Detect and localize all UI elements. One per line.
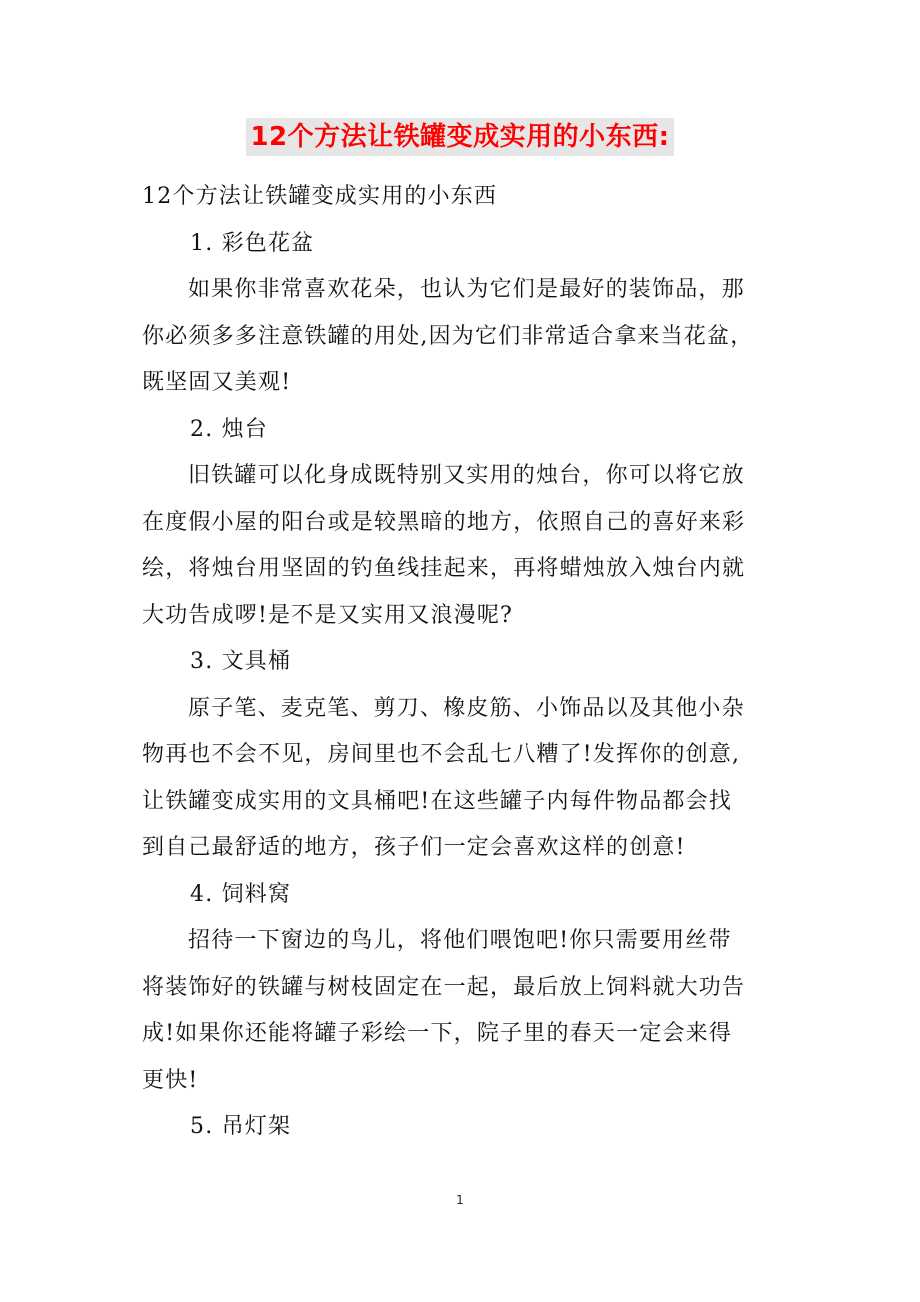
paragraph-line: 既坚固又美观! xyxy=(142,370,292,395)
document-body xyxy=(142,174,782,1151)
document-title: 12个方法让铁罐变成实用的小东西: xyxy=(246,118,673,156)
subtitle: 12个方法让铁罐变成实用的小东西 xyxy=(142,184,498,209)
paragraph-line: 将装饰好的铁罐与树枝固定在一起，最后放上饲料就大功告 xyxy=(142,974,746,1000)
paragraph-line: 原子笔、麦克笔、剪刀、橡皮筋、小饰品以及其他小杂 xyxy=(188,695,745,721)
paragraph-line: 大功告成啰!是不是又实用又浪漫呢? xyxy=(142,602,514,628)
paragraph-line: 更快! xyxy=(142,1067,199,1093)
paragraph-line: 到自己最舒适的地方，孩子们一定会喜欢这样的创意! xyxy=(142,835,686,860)
page-number: 1 xyxy=(456,1193,464,1207)
section-heading: 5. 吊灯架 xyxy=(190,1114,292,1139)
section-heading: 2. 烛台 xyxy=(190,416,268,442)
paragraph-line: 物再也不会不见，房间里也不会乱七八糟了!发挥你的创意, xyxy=(142,742,741,767)
paragraph-line: 如果你非常喜欢花朵，也认为它们是最好的装饰品，那 xyxy=(188,277,745,302)
paragraph-line: 绘，将烛台用坚固的钓鱼线挂起来，再将蜡烛放入烛台内就 xyxy=(142,556,746,581)
paragraph-line: 你必须多多注意铁罐的用处,因为它们非常适合拿来当花盆， xyxy=(142,323,754,349)
paragraph-line: 让铁罐变成实用的文具桶吧!在这些罐子内每件物品都会找 xyxy=(142,788,733,814)
title-container xyxy=(0,118,920,156)
section-heading: 3. 文具桶 xyxy=(190,649,292,674)
section-heading: 1. 彩色花盆 xyxy=(190,230,315,256)
section-heading: 4. 饲料窝 xyxy=(190,881,292,907)
paragraph-line: 旧铁罐可以化身成既特别又实用的烛台，你可以将它放 xyxy=(188,463,745,488)
paragraph-line: 招待一下窗边的鸟儿，将他们喂饱吧!你只需要用丝带 xyxy=(188,928,732,953)
paragraph-line: 成!如果你还能将罐子彩绘一下，院子里的春天一定会来得 xyxy=(142,1021,733,1046)
paragraph-line: 在度假小屋的阳台或是较黑暗的地方，依照自己的喜好来彩 xyxy=(142,509,746,535)
